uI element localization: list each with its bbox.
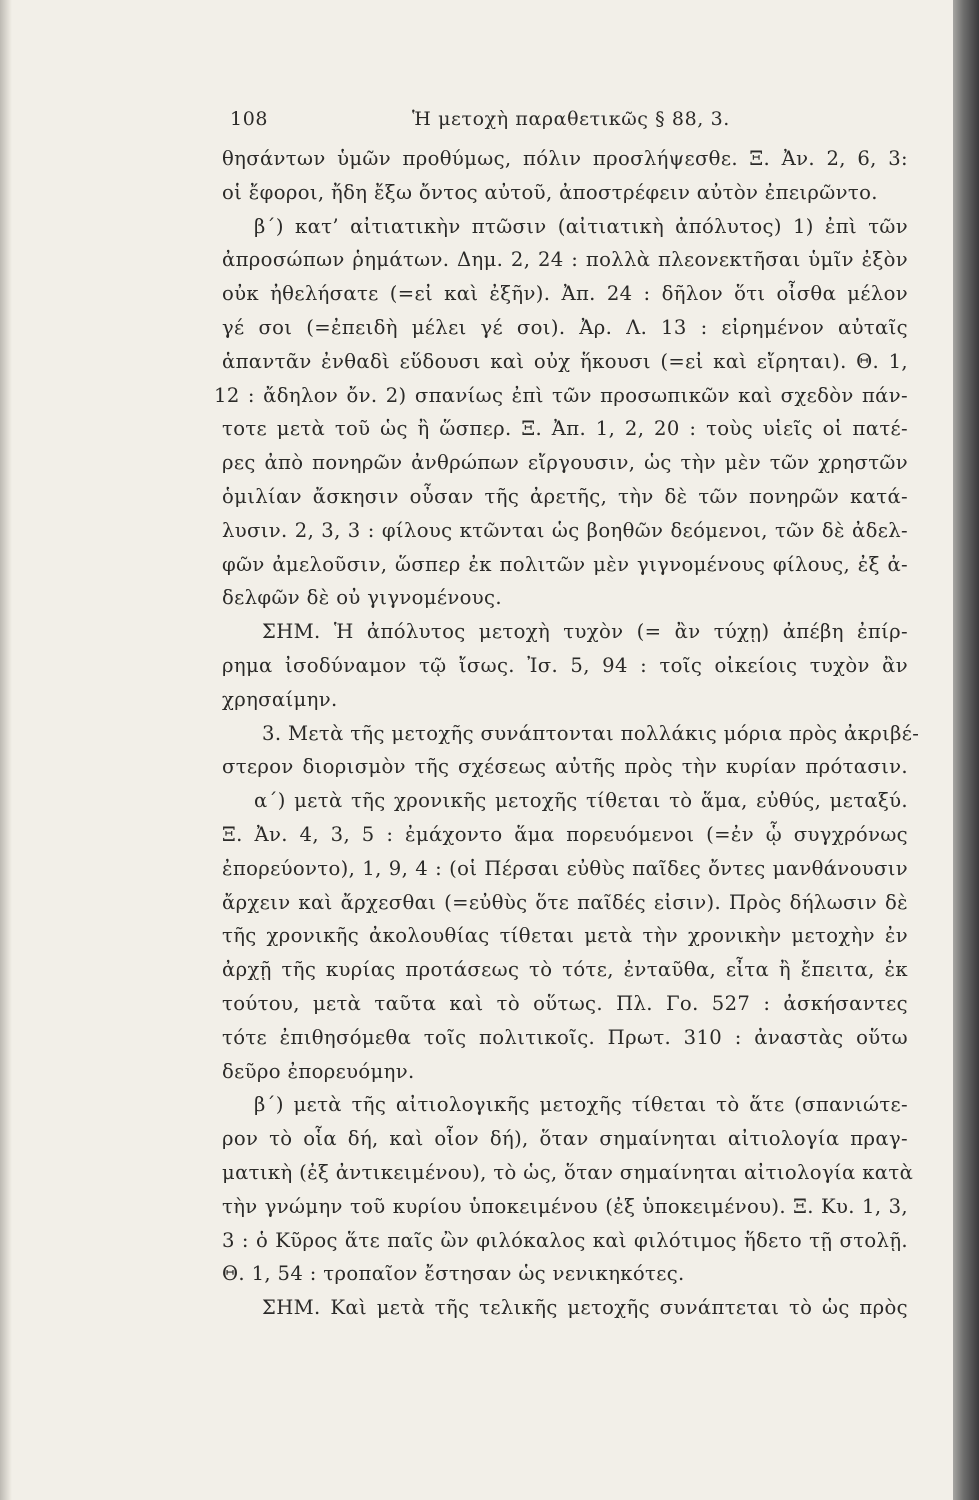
text-line: δεῦρο ἐπορευόμην. [222, 1059, 415, 1083]
text-line: τούτου, μετὰ ταῦτα καὶ τὸ οὕτως. Πλ. Γο. 527 : ἀσκήσαντες [222, 991, 908, 1015]
text-line: τῆς χρονικῆς ἀκολουθίας τίθεται μετὰ τὴν χρονικὴν μετοχὴν ἐν [222, 924, 908, 948]
text-line: οἱ ἔφοροι, ἤδη ἔξω ὄντος αὐτοῦ, ἀποστρέφειν αὐτὸν ἐπειρῶντο. [222, 180, 878, 204]
text-line: 12 : ἄδηλον ὄν. 2) σπανίως ἐπὶ τῶν προσωπικῶν καὶ σχεδὸν πάν- [214, 383, 908, 407]
text-line: φῶν ἀμελοῦσιν, ὥσπερ ἐκ πολιτῶν μὲν γιγνομένους φίλους, ἐξ ἀ- [222, 552, 908, 576]
text-line: β´) κατ’ αἰτιατικὴν πτῶσιν (αἰτιατικὴ ἀπόλυτος) 1) ἐπὶ τῶν [254, 214, 908, 238]
text-line: β´) μετὰ τῆς αἰτιολογικῆς μετοχῆς τίθεται τὸ ἅτε (σπανιώτε- [254, 1093, 908, 1117]
text-line: τὴν γνώμην τοῦ κυρίου ὑποκειμένου (ἐξ ὑποκειμένου). Ξ. Κυ. 1, 3, [222, 1194, 908, 1218]
text-line: ματικὴ (ἐξ ἀντικειμένου), τὸ ὡς, ὅταν σημαίνηται αἰτιολογία κατὰ [222, 1160, 914, 1184]
text-line: Ξ. Ἀν. 4, 3, 5 : ἐμάχοντο ἅμα πορευόμενοι (=ἐν ᾧ συγχρόνως [222, 822, 908, 846]
text-line: ἀπροσώπων ῥημάτων. Δημ. 2, 24 : πολλὰ πλεονεκτῆσαι ὑμῖν ἐξὸν [222, 248, 908, 272]
book-binding-edge [953, 0, 979, 1500]
text-line: χρησαίμην. [222, 687, 338, 711]
text-line: 3. Μετὰ τῆς μετοχῆς συνάπτονται πολλάκις μόρια πρὸς ἀκριβέ- [262, 721, 920, 745]
running-head [222, 108, 908, 142]
text-line: λυσιν. 2, 3, 3 : φίλους κτῶνται ὡς βοηθῶν δεόμενοι, τῶν δὲ ἀδελ- [222, 518, 908, 542]
text-line: ρες ἀπὸ πονηρῶν ἀνθρώπων εἴργουσιν, ὡς τὴν μὲν τῶν χρηστῶν [222, 451, 908, 475]
text-line: ΣΗΜ. Καὶ μετὰ τῆς τελικῆς μετοχῆς συνάπτεται τὸ ὡς πρὸς [262, 1296, 908, 1320]
text-line: ἁπαντᾶν ἐνθαδὶ εὕδουσι καὶ οὐχ ἥκουσι (=εἰ καὶ εἴρηται). Θ. 1, [222, 349, 908, 373]
text-line: γέ σοι (=ἐπειδὴ μέλει γέ σοι). Ἀρ. Λ. 13 : εἰρημένον αὐταῖς [222, 315, 908, 339]
text-line: ἀρχῇ τῆς κυρίας προτάσεως τὸ τότε, ἐνταῦθα, εἶτα ἢ ἔπειτα, ἐκ [222, 958, 908, 982]
text-line: οὐκ ἠθελήσατε (=εἰ καὶ ἐξῆν). Ἀπ. 24 : δῆλον ὅτι οἶσθα μέλον [222, 282, 908, 306]
text-line: ὁμιλίαν ἄσκησιν οὖσαν τῆς ἀρετῆς, τὴν δὲ τῶν πονηρῶν κατά- [222, 484, 908, 508]
text-line: ΣΗΜ. Ἡ ἀπόλυτος μετοχὴ τυχὸν (= ἂν τύχῃ) ἀπέβη ἐπίρ- [262, 620, 908, 644]
text-line: ρημα ἰσοδύναμον τῷ ἴσως. Ἰσ. 5, 94 : τοῖς οἰκείοις τυχὸν ἂν [222, 653, 908, 677]
text-line: δελφῶν δὲ οὐ γιγνομένους. [222, 586, 502, 610]
page-left-edge [0, 0, 12, 1500]
text-line: ἐπορεύοντο), 1, 9, 4 : (οἱ Πέρσαι εὐθὺς παῖδες ὄντες μανθάνουσιν [222, 856, 908, 880]
text-line: Θ. 1, 54 : τροπαῖον ἔστησαν ὡς νενικηκότες. [222, 1262, 685, 1286]
page-number: 108 [230, 108, 269, 130]
text-line: ρον τὸ οἷα δή, καὶ οἷον δή), ὅταν σημαίνηται αἰτιολογία πραγ- [222, 1127, 908, 1151]
page-content [214, 108, 920, 1325]
text-line: α´) μετὰ τῆς χρονικῆς μετοχῆς τίθεται τὸ ἅμα, εὐθύς, μεταξύ. [254, 789, 908, 813]
text-line: θησάντων ὑμῶν προθύμως, πόλιν προσλήψεσθε. Ξ. Ἀν. 2, 6, 3: [222, 147, 908, 170]
text-line: στερον διορισμὸν τῆς σχέσεως αὐτῆς πρὸς τὴν κυρίαν πρότασιν. [222, 755, 908, 779]
text-body [214, 142, 920, 1325]
running-head-title: Ἡ μετοχὴ παραθετικῶς § 88, 3. [412, 108, 730, 130]
text-line: τότε ἐπιθησόμεθα τοῖς πολιτικοῖς. Πρωτ. 310 : ἀναστὰς οὕτω [222, 1025, 908, 1049]
text-line: 3 : ὁ Κῦρος ἅτε παῖς ὢν φιλόκαλος καὶ φιλότιμος ἥδετο τῇ στολῇ. [222, 1228, 908, 1252]
text-line: ἄρχειν καὶ ἄρχεσθαι (=εὐθὺς ὅτε παῖδές εἰσιν). Πρὸς δήλωσιν δὲ [222, 890, 908, 914]
text-line: τοτε μετὰ τοῦ ὡς ἢ ὥσπερ. Ξ. Ἀπ. 1, 2, 20 : τοὺς υἱεῖς οἱ πατέ- [222, 417, 908, 441]
